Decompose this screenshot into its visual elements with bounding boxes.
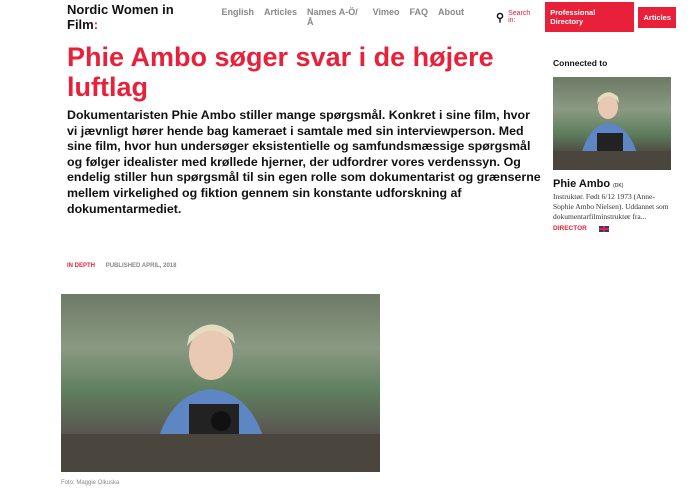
article-lead: Dokumentaristen Phie Ambo stiller mange spørgsmål. Konkret i sine film, hvor vi jævnligt hører hende bag kameraet i samtale med sin interviewperson. Med sine film, hvor hun undersøger eksistentielle og samfundsmæssige spørgsmål og følger idealister med krøllede hjerner, der udfordrer vores verdenssyn. Og endelig stiller hun spørgsmål til sin egen rolle som dokumentarist og grænserne mellem virkelighed og fiktion gennem sin konstante udforskning af dokumentarmediet. xyxy=(67,108,541,216)
professional-directory-button[interactable]: Professional Directory xyxy=(545,2,634,32)
nav-links xyxy=(221,7,474,27)
nav-link-vimeo[interactable]: Vimeo xyxy=(372,7,400,17)
article-meta xyxy=(67,263,176,269)
search-area xyxy=(496,2,680,32)
category-link[interactable]: IN DEPTH xyxy=(67,263,96,269)
top-nav xyxy=(67,2,680,32)
person-country: (DK) xyxy=(613,183,624,189)
uk-flag-icon[interactable] xyxy=(599,226,609,232)
published-date: PUBLISHED APRIL, 2018 xyxy=(105,263,177,269)
nav-link-faq[interactable]: FAQ xyxy=(409,7,428,17)
photo-caption: Foto: Maggie Olkuska xyxy=(61,480,120,486)
search-label: Search in: xyxy=(508,10,531,24)
connected-sidebar xyxy=(553,58,673,232)
sidebar-heading: Connected to xyxy=(553,58,608,68)
article-title: Phie Ambo søger svar i de højere luftlag xyxy=(67,42,494,102)
search-icon[interactable]: ⚲ xyxy=(496,11,505,24)
person-name[interactable]: Phie Ambo (DK) xyxy=(553,178,624,190)
nav-link-articles[interactable]: Articles xyxy=(263,7,298,17)
person-thumbnail[interactable] xyxy=(553,77,671,170)
article-photo xyxy=(61,294,380,472)
nav-link-english[interactable]: English xyxy=(221,7,254,17)
articles-button[interactable]: Articles xyxy=(638,7,676,28)
nav-link-names[interactable]: Names A-Ö/Å xyxy=(307,7,358,27)
person-bio: Instruktør. Født 6/12 1973 (Anne-Sophie Ambo Nielsen). Uddannet som dokumentarfilminstruktør fra... xyxy=(553,192,669,221)
nav-link-about[interactable]: About xyxy=(438,7,464,17)
site-logo[interactable]: Nordic Women in Film: xyxy=(67,2,174,32)
person-role: DIRECTOR xyxy=(553,225,673,232)
